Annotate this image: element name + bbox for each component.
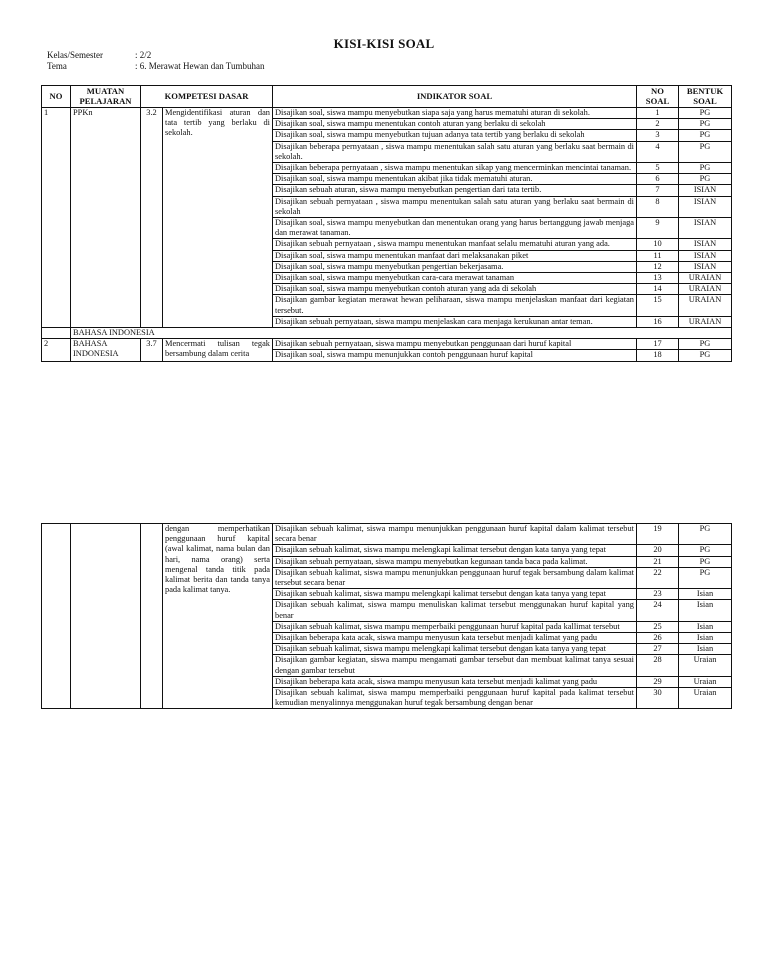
document-meta	[47, 50, 264, 72]
indicator-text: Disajikan soal, siswa mampu menyebutkan dan menentukan orang yang harus bertanggung jawab menjaga dan merawat tanaman.	[273, 218, 637, 239]
question-type: PG	[679, 108, 732, 119]
indicator-text: Disajikan sebuah kalimat, siswa mampu melengkapi kalimat tersebut dengan kata tanya yang tepat	[273, 545, 637, 556]
question-type: ISIAN	[679, 185, 732, 196]
indicator-text: Disajikan soal, siswa mampu menunjukkan contoh penggunaan huruf kapital	[273, 350, 637, 361]
question-type: ISIAN	[679, 218, 732, 239]
question-number: 11	[637, 250, 679, 261]
question-number: 3	[637, 130, 679, 141]
question-number: 16	[637, 316, 679, 327]
question-type: URAIAN	[679, 316, 732, 327]
question-type: Uraian	[679, 655, 732, 676]
meta-value: : 2/2	[135, 50, 152, 60]
indicator-text: Disajikan soal, siswa mampu menyebutkan tujuan adanya tata tertib yang berlaku di sekolah	[273, 130, 637, 141]
question-number: 26	[637, 633, 679, 644]
table-row	[42, 108, 732, 119]
question-number: 22	[637, 567, 679, 588]
question-number: 2	[637, 119, 679, 130]
header-no-soal: NO SOAL	[637, 86, 679, 108]
question-type: ISIAN	[679, 239, 732, 250]
question-number: 24	[637, 600, 679, 621]
indicator-text: Disajikan soal, siswa mampu menyebutkan contoh aturan yang ada di sekolah	[273, 284, 637, 295]
row-number-cont	[42, 524, 71, 709]
kd-text: Mencermati tulisan tegak bersambung dalam cerita	[163, 339, 273, 361]
meta-key: Tema	[47, 61, 67, 71]
indicator-text: Disajikan beberapa pernyataan , siswa mampu menentukan sikap yang mencerminkan mencintai tanaman.	[273, 163, 637, 174]
kd-number: 3.2	[141, 108, 163, 328]
meta-row-theme	[47, 61, 264, 72]
question-number: 17	[637, 339, 679, 350]
indicator-text: Disajikan sebuah kalimat, siswa mampu menunjukkan penggunaan huruf tegak bersambung dalam kalimat tersebut secara benar	[273, 567, 637, 588]
question-type: PG	[679, 567, 732, 588]
indicator-text: Disajikan sebuah pernyataan, siswa mampu menyebutkan penggunaan dari huruf kapital	[273, 339, 637, 350]
question-type: PG	[679, 119, 732, 130]
header-no: NO	[42, 86, 71, 108]
indicator-text: Disajikan gambar kegiatan merawat hewan peliharaan, siswa mampu menjelaskan manfaat dari kegiatan tersebut.	[273, 295, 637, 316]
question-type: ISIAN	[679, 196, 732, 217]
question-number: 12	[637, 261, 679, 272]
indicator-text: Disajikan sebuah kalimat, siswa mampu memperbaiki penggunaan huruf kapital pada kalimat tersebut kemudian menyalinnya menggunakan huruf tegak bersambung dengan benar	[273, 688, 637, 709]
indicator-text: Disajikan sebuah pernyataan, siswa mampu menyebutkan kegunaan tanda baca pada kalimat.	[273, 556, 637, 567]
kd-number-cont	[141, 524, 163, 709]
indicator-text: Disajikan sebuah pernyataan , siswa mampu menentukan salah satu aturan yang berlaku saat bermain di sekolah	[273, 196, 637, 217]
section-spacer	[42, 328, 71, 339]
question-number: 20	[637, 545, 679, 556]
subject-cell: BAHASA INDONESIA	[71, 339, 141, 361]
question-type: PG	[679, 556, 732, 567]
question-type: Isian	[679, 600, 732, 621]
header-kompetensi: KOMPETESI DASAR	[141, 86, 273, 108]
question-type: ISIAN	[679, 261, 732, 272]
question-type: PG	[679, 141, 732, 162]
section-label: BAHASA INDONESIA	[71, 328, 732, 339]
question-type: Uraian	[679, 688, 732, 709]
indicator-text: Disajikan sebuah kalimat, siswa mampu memperbaiki penggunaan huruf kapital pada kallimat tersebut	[273, 621, 637, 632]
question-number: 7	[637, 185, 679, 196]
question-type: Isian	[679, 633, 732, 644]
question-type: Isian	[679, 589, 732, 600]
indicator-text: Disajikan sebuah kalimat, siswa mampu melengkapi kalimat tersebut dengan kata tanya yang tepat	[273, 589, 637, 600]
question-number: 29	[637, 676, 679, 687]
question-number: 1	[637, 108, 679, 119]
question-number: 18	[637, 350, 679, 361]
meta-key: Kelas/Semester	[47, 50, 103, 60]
indicator-text: Disajikan sebuah aturan, siswa mampu menyebutkan pengertian dari tata tertib.	[273, 185, 637, 196]
header-bentuk-soal: BENTUK SOAL	[679, 86, 732, 108]
question-type: Isian	[679, 621, 732, 632]
question-number: 23	[637, 589, 679, 600]
question-type: PG	[679, 545, 732, 556]
question-number: 28	[637, 655, 679, 676]
indicator-text: Disajikan sebuah kalimat, siswa mampu menunjukkan penggunaan huruf kapital dalam kalimat tersebut secara benar	[273, 524, 637, 545]
question-type: ISIAN	[679, 250, 732, 261]
question-number: 19	[637, 524, 679, 545]
question-type: URAIAN	[679, 295, 732, 316]
question-number: 5	[637, 163, 679, 174]
table-row	[42, 524, 732, 545]
kd-text: Mengidentifikasi aturan dan tata tertib yang berlaku di sekolah.	[163, 108, 273, 328]
meta-value: : 6. Merawat Hewan dan Tumbuhan	[135, 61, 265, 71]
question-number: 8	[637, 196, 679, 217]
question-type: PG	[679, 163, 732, 174]
question-number: 15	[637, 295, 679, 316]
question-type: PG	[679, 339, 732, 350]
question-number: 21	[637, 556, 679, 567]
table-body-ppkn	[42, 108, 732, 328]
question-number: 13	[637, 273, 679, 284]
indicator-text: Disajikan soal, siswa mampu menyebutkan cara-cara merawat tanaman	[273, 273, 637, 284]
indicator-text: Disajikan sebuah pernyataan , siswa mampu menentukan manfaat selalu mematuhi aturan yang ada.	[273, 239, 637, 250]
indicator-text: Disajikan gambar kegiatan, siswa mampu mengamati gambar tersebut dan membuat kalimat tanya sesuai dengan gambar tersebut	[273, 655, 637, 676]
meta-row-class	[47, 50, 264, 61]
indicator-text: Disajikan soal, siswa mampu menentukan contoh aturan yang berlaku di sekolah	[273, 119, 637, 130]
indicator-text: Disajikan beberapa pernyataan , siswa mampu menentukan salah satu aturan yang berlaku saat bermain di sekolah.	[273, 141, 637, 162]
indicator-text: Disajikan beberapa kata acak, siswa mampu menyusun kata tersebut menjadi kalimat yang padu	[273, 633, 637, 644]
table-body-bahasa-indonesia	[42, 339, 732, 361]
header-indikator: INDIKATOR SOAL	[273, 86, 637, 108]
indicator-text: Disajikan beberapa kata acak, siswa mampu menyusun kata tersebut menjadi kalimat yang padu	[273, 676, 637, 687]
row-number: 1	[42, 108, 71, 328]
question-number: 4	[637, 141, 679, 162]
indicator-text: Disajikan soal, siswa mampu menyebutkan siapa saja yang harus mematuhi aturan di sekolah.	[273, 108, 637, 119]
subject-cell-cont	[71, 524, 141, 709]
indicator-text: Disajikan sebuah kalimat, siswa mampu melengkapi kalimat tersebut dengan kata tanya yang tepat	[273, 644, 637, 655]
question-number: 27	[637, 644, 679, 655]
row-number: 2	[42, 339, 71, 361]
indicator-text: Disajikan soal, siswa mampu menentukan manfaat dari melaksanakan piket	[273, 250, 637, 261]
indicator-text: Disajikan soal, siswa mampu menyebutkan pengertian bekerjasama.	[273, 261, 637, 272]
table-body-continued	[42, 524, 732, 709]
indicator-text: Disajikan sebuah kalimat, siswa mampu menuliskan kalimat tersebut menggunakan huruf kapital yang benar	[273, 600, 637, 621]
question-number: 6	[637, 174, 679, 185]
document-title: KISI-KISI SOAL	[333, 36, 435, 51]
indicator-text: Disajikan sebuah pernyataan, siswa mampu menjelaskan cara menjaga kerukunan antar teman.	[273, 316, 637, 327]
question-type: Isian	[679, 644, 732, 655]
question-type: PG	[679, 350, 732, 361]
question-number: 25	[637, 621, 679, 632]
question-number: 14	[637, 284, 679, 295]
question-number: 10	[637, 239, 679, 250]
question-type: PG	[679, 174, 732, 185]
kd-number: 3.7	[141, 339, 163, 361]
kisi-kisi-table-page2	[41, 523, 732, 709]
question-type: Uraian	[679, 676, 732, 687]
question-number: 30	[637, 688, 679, 709]
kisi-kisi-table-page1	[41, 85, 732, 362]
question-number: 9	[637, 218, 679, 239]
question-type: PG	[679, 130, 732, 141]
indicator-text: Disajikan soal, siswa mampu menentukan akibat jika tidak mematuhi aturan.	[273, 174, 637, 185]
table-row	[42, 339, 732, 350]
kd-text-cont: dengan memperhatikan penggunaan huruf kapital (awal kalimat, nama bulan dan hari, nama orang) serta mengenal tanda titik pada kalimat berita dan tanda tanya pada kalimat tanya.	[163, 524, 273, 709]
question-type: URAIAN	[679, 284, 732, 295]
subject-cell: PPKn	[71, 108, 141, 328]
header-muatan: MUATAN PELAJARAN	[71, 86, 141, 108]
question-type: PG	[679, 524, 732, 545]
question-type: URAIAN	[679, 273, 732, 284]
